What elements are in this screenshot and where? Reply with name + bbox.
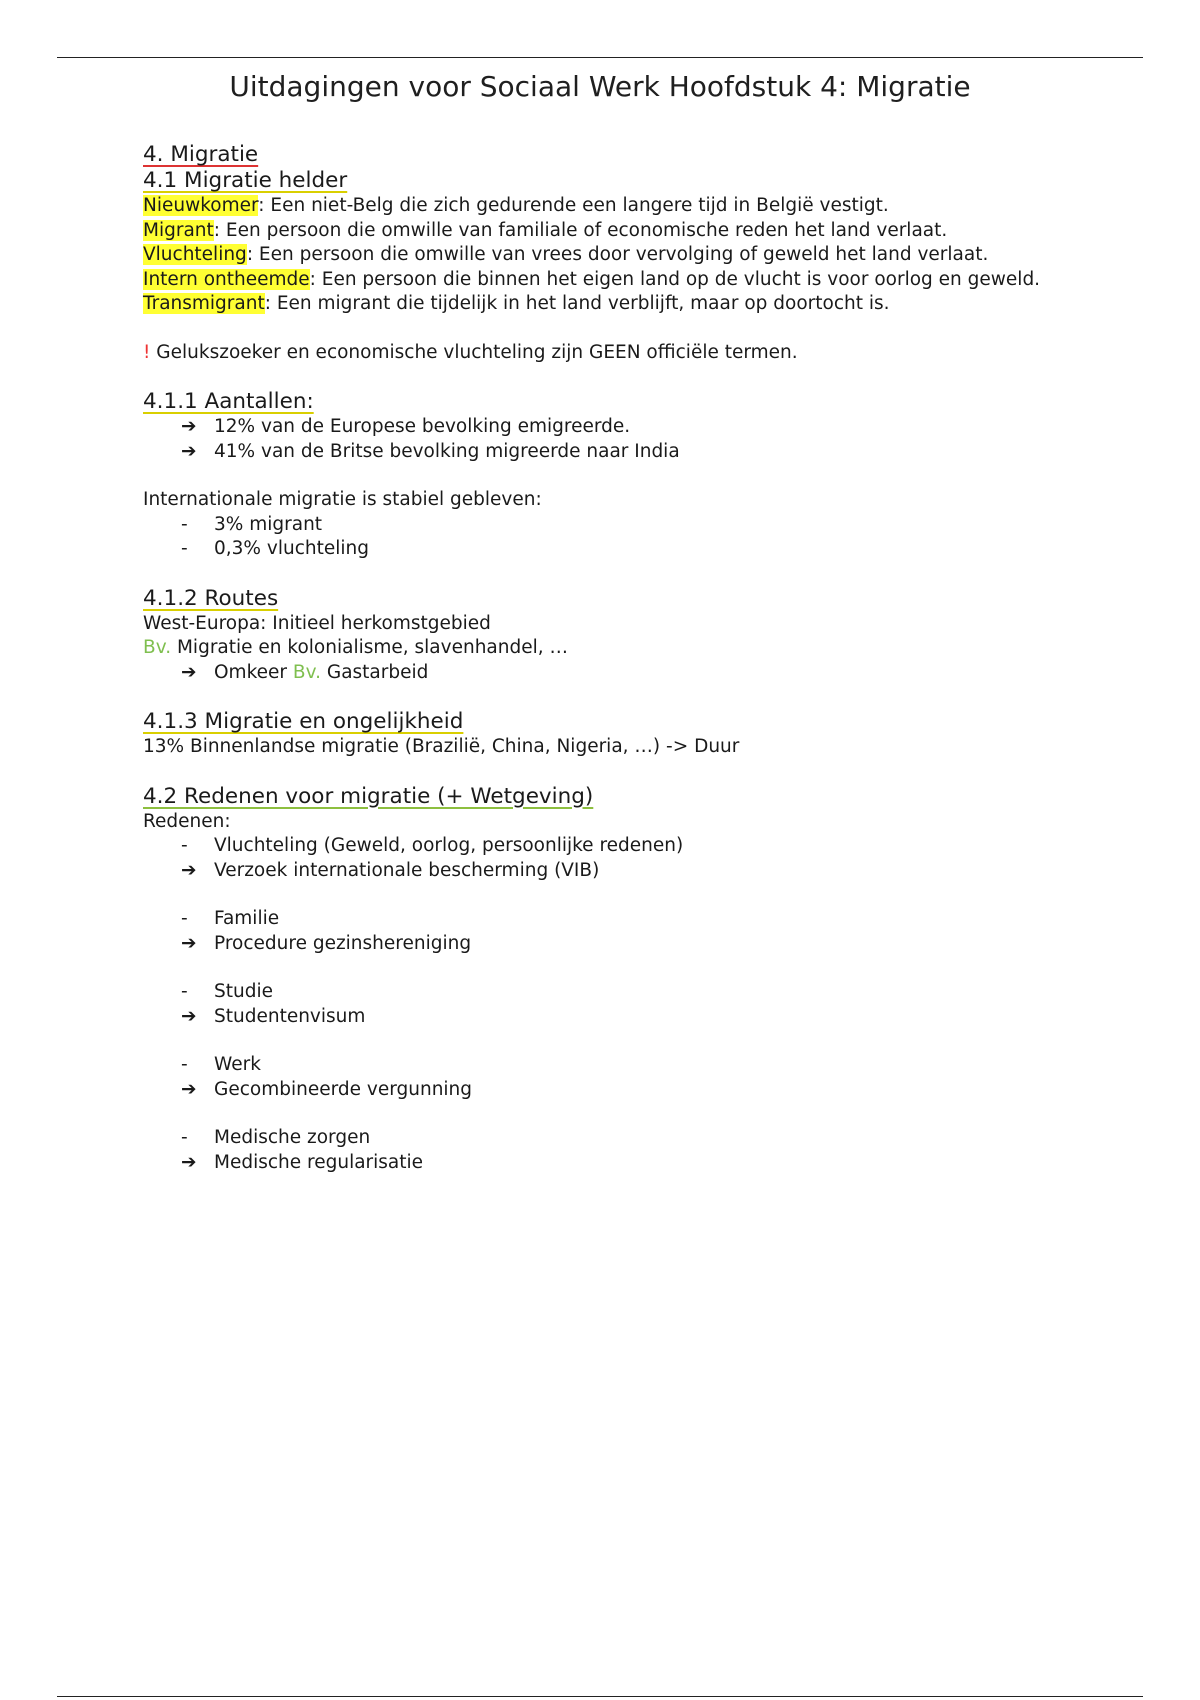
document-body [143,142,1083,1175]
dash-icon: - [181,981,188,1002]
definition-migrant [143,219,1083,244]
definition-text: : Een niet-Belg die zich gedurende een langere tijd in België vestigt. [258,195,889,216]
term-highlight: Intern ontheemde [143,268,310,290]
redenen-intro: Redenen: [143,810,231,832]
definition-text: : Een persoon die binnen het eigen land op de vlucht is voor oorlog en geweld. [309,268,1041,290]
result-text: Studentenvisum [214,1005,366,1027]
reason-text: Medische zorgen [214,1127,371,1148]
section-heading-redenen: 4.2 Redenen voor migratie (+ Wetgeving) [143,783,594,809]
dash-icon: - [181,513,188,535]
arrow-icon: ➔ [181,932,197,954]
result-text: Medische regularisatie [214,1151,424,1173]
warning-note [143,341,1083,366]
document-title: Uitdagingen voor Sociaal Werk Hoofdstuk 4: Migratie [229,70,971,103]
example-text: Migratie en kolonialisme, slavenhandel, … [171,637,569,658]
top-rule [57,57,1143,58]
reason-text: Vluchteling (Geweld, oorlog, persoonlijke redenen) [214,835,684,856]
dash-icon: - [181,835,188,856]
subsection-heading-ongelijkheid: 4.1.3 Migratie en ongelijkheid [143,709,464,734]
definition-nieuwkomer [143,194,1083,219]
dash-icon: - [181,1054,188,1075]
exclamation-icon: ! [143,341,151,363]
subsection-heading-routes: 4.1.2 Routes [143,585,279,611]
list-item [143,1126,1083,1151]
definition-text: : Een migrant die tijdelijk in het land verblijft, maar op doortocht is. [264,293,890,314]
list-item [143,1053,1083,1078]
reason-text: Studie [214,981,273,1002]
subsection-heading-migratie-helder: 4.1 Migratie helder [143,168,348,193]
bottom-rule [57,1696,1143,1697]
dash-icon: - [181,908,188,929]
warning-text: Gelukszoeker en economische vluchteling zijn GEEN officiële termen. [150,341,798,363]
arrow-icon: ➔ [181,1078,197,1100]
routes-line: West-Europa: Initieel herkomstgebied [143,612,491,634]
list-item-text: 41% van de Britse bevolking migreerde naar India [214,440,680,462]
list-item [143,661,1083,686]
result-text: Procedure gezinshereniging [214,932,472,954]
definition-intern-ontheemde [143,268,1083,293]
term-highlight: Migrant [143,219,214,241]
subsection-heading-aantallen: 4.1.1 Aantallen: [143,389,314,414]
list-item [143,537,1083,562]
list-item-text: Omkeer [214,661,293,683]
list-item [143,415,1083,440]
definition-vluchteling [143,243,1083,268]
list-item [143,1151,1083,1176]
example-marker: Bv. [292,661,321,683]
list-item-text: 0,3% vluchteling [214,538,369,559]
intl-migration-intro: Internationale migratie is stabiel gebleven: [143,489,542,510]
list-item-text: Gastarbeid [320,661,429,683]
result-text: Gecombineerde vergunning [214,1078,473,1100]
list-item [143,834,1083,859]
routes-example [143,636,1083,661]
list-item [143,1078,1083,1103]
result-text: Verzoek internationale bescherming (VIB) [214,859,600,881]
ongelijkheid-line: 13% Binnenlandse migratie (Brazilië, China, Nigeria, …) -> Duur [143,736,740,757]
arrow-icon: ➔ [181,859,197,881]
arrow-icon: ➔ [181,661,197,683]
arrow-icon: ➔ [181,1005,197,1027]
example-marker: Bv. [143,637,172,658]
list-item [143,980,1083,1005]
section-heading-migratie: 4. Migratie [143,142,259,167]
dash-icon: - [181,1127,188,1148]
definition-text: : Een persoon die omwille van familiale of economische reden het land verlaat. [213,219,948,241]
list-item [143,440,1083,465]
arrow-icon: ➔ [181,416,197,437]
reason-text: Familie [214,908,280,929]
definition-text: : Een persoon die omwille van vrees door vervolging of geweld het land verlaat. [246,244,989,265]
list-item-text: 12% van de Europese bevolking emigreerde. [214,416,631,437]
term-highlight: Nieuwkomer [143,195,259,216]
list-item [143,907,1083,932]
definition-transmigrant [143,292,1083,317]
reason-text: Werk [214,1054,261,1075]
term-highlight: Vluchteling [143,244,247,265]
term-highlight: Transmigrant [143,293,265,314]
dash-icon: - [181,538,188,559]
list-item [143,513,1083,538]
list-item-text: 3% migrant [214,513,323,535]
arrow-icon: ➔ [181,440,197,462]
list-item [143,1005,1083,1030]
list-item [143,859,1083,884]
list-item [143,932,1083,957]
arrow-icon: ➔ [181,1151,197,1173]
